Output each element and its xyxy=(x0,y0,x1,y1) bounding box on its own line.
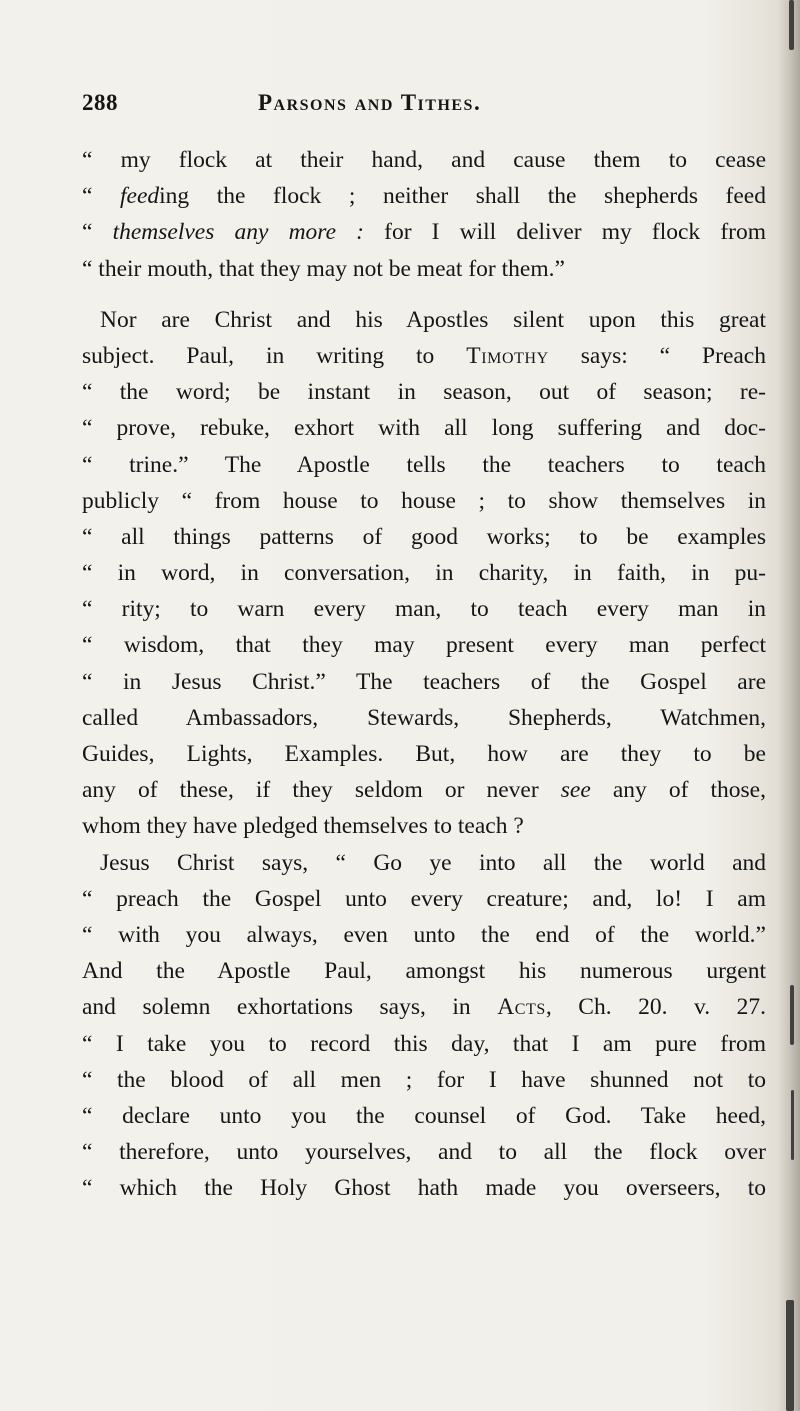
page-edge-mark xyxy=(791,1090,794,1160)
text-line: “ my flock at their hand, and cause them to cease xyxy=(82,147,766,173)
text-line: “ wisdom, that they may present every man perfect xyxy=(82,632,766,659)
page-edge-mark xyxy=(786,1300,794,1411)
page-header xyxy=(82,90,762,124)
text-line: subject. Paul, in writing to Timothy says: “ Preach xyxy=(82,342,766,369)
text-line: And the Apostle Paul, amongst his numerous urgent xyxy=(82,958,766,985)
text-line: “ trine.” The Apostle tells the teachers to teach xyxy=(82,451,766,478)
text-line: “ the word; be instant in season, out of season; re- xyxy=(82,379,766,406)
text-line: and solemn exhortations says, in Acts, Ch. 20. v. 27. xyxy=(82,994,766,1021)
text-line: “ declare unto you the counsel of God. Take heed, xyxy=(82,1102,766,1129)
text-line: “ in word, in conversation, in charity, in faith, in pu- xyxy=(82,560,766,587)
running-title: Parsons and Tithes. xyxy=(258,90,482,115)
text-line: any of these, if they seldom or never see any of those, xyxy=(82,777,766,804)
text-line: “ feeding the flock ; neither shall the shepherds feed xyxy=(82,183,766,210)
page-edge-mark xyxy=(789,0,794,50)
text-line: “ I take you to record this day, that I am pure from xyxy=(82,1030,766,1057)
body-text xyxy=(82,142,766,1206)
text-line: “ rity; to warn every man, to teach every man in xyxy=(82,596,766,623)
text-line: “ therefore, unto yourselves, and to all the flock over xyxy=(82,1139,766,1166)
text-line: “ all things patterns of good works; to be examples xyxy=(82,523,766,550)
text-line: “ in Jesus Christ.” The teachers of the Gospel are xyxy=(82,668,766,695)
text-line: “ their mouth, that they may not be meat for them.” xyxy=(82,255,565,282)
text-line: “ preach the Gospel unto every creature; and, lo! I am xyxy=(82,885,766,912)
text-line: called Ambassadors, Stewards, Shepherds, Watchmen, xyxy=(82,704,766,731)
text-line: whom they have pledged themselves to teach ? xyxy=(82,813,524,840)
text-line: Jesus Christ says, “ Go ye into all the world and xyxy=(100,849,766,876)
page-number: 288 xyxy=(82,90,118,115)
page-edge-shadow xyxy=(778,0,800,1411)
text-line: “ which the Holy Ghost hath made you overseers, to xyxy=(82,1175,766,1202)
text-line: Nor are Christ and his Apostles silent upon this great xyxy=(100,306,766,333)
page-edge-mark xyxy=(790,985,794,1045)
text-line: “ with you always, even unto the end of the world.” xyxy=(82,921,766,948)
text-line: “ themselves any more : for I will deliver my flock from xyxy=(82,219,766,246)
text-line: “ prove, rebuke, exhort with all long suffering and doc- xyxy=(82,415,766,442)
text-line: “ the blood of all men ; for I have shunned not to xyxy=(82,1066,766,1093)
text-line: publicly “ from house to house ; to show themselves in xyxy=(82,487,766,514)
text-line: Guides, Lights, Examples. But, how are they to be xyxy=(82,741,766,767)
